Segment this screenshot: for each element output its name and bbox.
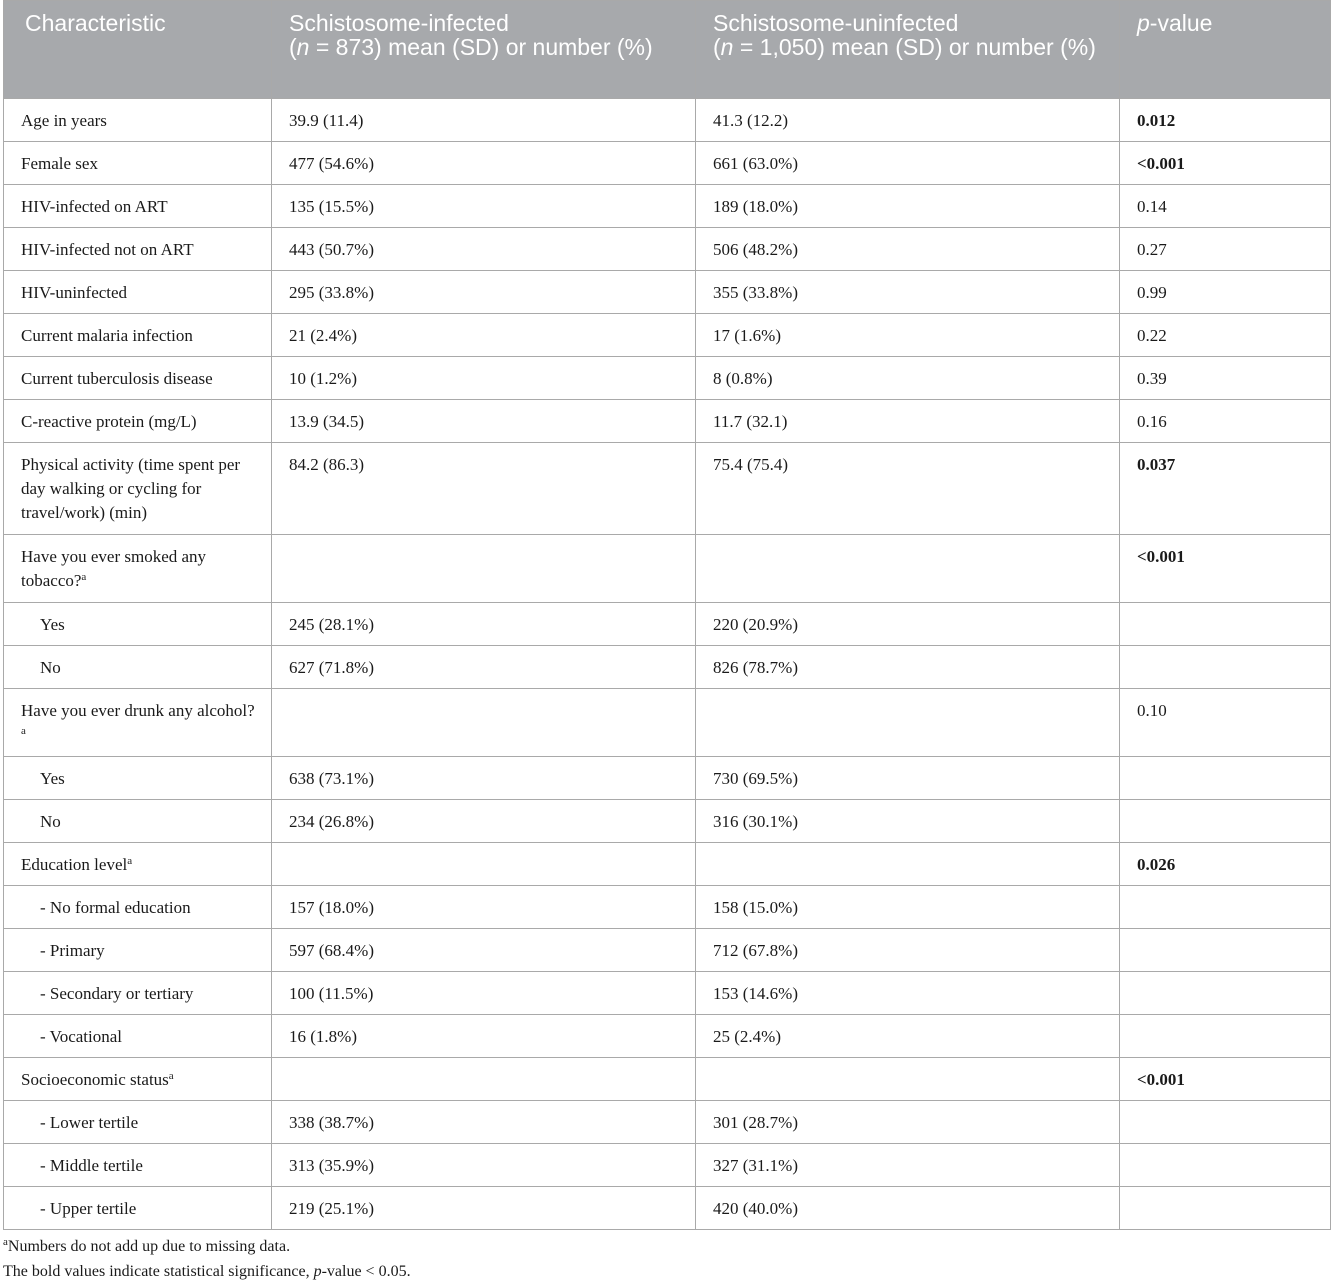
infected-value: 39.9 (11.4) [272,99,696,142]
table-row [4,271,1331,314]
table-row [4,1187,1331,1230]
uninfected-value: 826 (78.7%) [696,646,1120,689]
uninfected-value: 153 (14.6%) [696,972,1120,1015]
row-label: - Vocational [4,1015,272,1058]
uninfected-value: 41.3 (12.2) [696,99,1120,142]
table-row [4,535,1331,603]
p-value [1120,886,1331,929]
uninfected-value: 301 (28.7%) [696,1101,1120,1144]
p-value: 0.22 [1120,314,1331,357]
row-label: C-reactive protein (mg/L) [4,400,272,443]
row-label: HIV-infected on ART [4,185,272,228]
footnote-marker: a [21,725,26,737]
infected-value: 234 (26.8%) [272,800,696,843]
row-label: - Primary [4,929,272,972]
p-value: <0.001 [1120,1058,1331,1101]
table-footnotes [3,1234,411,1284]
table-row [4,886,1331,929]
p-value [1120,972,1331,1015]
p-value: 0.14 [1120,185,1331,228]
uninfected-value: 17 (1.6%) [696,314,1120,357]
table-row [4,800,1331,843]
table-row [4,757,1331,800]
p-value: 0.10 [1120,689,1331,757]
p-value [1120,1187,1331,1230]
table-header-row [4,1,1331,99]
uninfected-value: 661 (63.0%) [696,142,1120,185]
row-label: - Upper tertile [4,1187,272,1230]
p-value [1120,1144,1331,1187]
p-value [1120,603,1331,646]
row-label: No [4,646,272,689]
p-value: 0.026 [1120,843,1331,886]
uninfected-value [696,535,1120,603]
infected-value [272,843,696,886]
uninfected-value: 327 (31.1%) [696,1144,1120,1187]
infected-value [272,535,696,603]
header-p-value: p-value [1120,1,1331,99]
p-value: 0.16 [1120,400,1331,443]
row-label: Yes [4,757,272,800]
infected-value: 219 (25.1%) [272,1187,696,1230]
uninfected-value: 355 (33.8%) [696,271,1120,314]
uninfected-value: 712 (67.8%) [696,929,1120,972]
row-label: - Lower tertile [4,1101,272,1144]
p-value: <0.001 [1120,142,1331,185]
uninfected-value: 420 (40.0%) [696,1187,1120,1230]
footnote-marker: a [168,1070,174,1082]
table-row [4,603,1331,646]
header-uninfected: Schistosome-uninfected (n = 1,050) mean (SD) or number (%) [696,1,1120,99]
table-row [4,185,1331,228]
infected-value: 443 (50.7%) [272,228,696,271]
table-row [4,400,1331,443]
row-label: Education level$^a$ [4,843,272,886]
uninfected-value: 220 (20.9%) [696,603,1120,646]
p-value: 0.037 [1120,443,1331,535]
infected-value [272,1058,696,1101]
row-label: Socioeconomic status$^a$ [4,1058,272,1101]
uninfected-value: 189 (18.0%) [696,185,1120,228]
p-value [1120,1015,1331,1058]
row-label: Current malaria infection [4,314,272,357]
row-label: Yes [4,603,272,646]
infected-value: 313 (35.9%) [272,1144,696,1187]
p-value [1120,929,1331,972]
p-value: 0.27 [1120,228,1331,271]
row-label: Have you ever smoked any tobacco?$^a$ [4,535,272,603]
footnote-marker: a [127,855,133,867]
uninfected-value: 75.4 (75.4) [696,443,1120,535]
infected-value: 477 (54.6%) [272,142,696,185]
p-value: 0.012 [1120,99,1331,142]
row-label: HIV-infected not on ART [4,228,272,271]
uninfected-value: 730 (69.5%) [696,757,1120,800]
infected-value: 100 (11.5%) [272,972,696,1015]
header-characteristic: Characteristic [4,1,272,99]
infected-value [272,689,696,757]
table-row [4,1144,1331,1187]
row-label: Current tuberculosis disease [4,357,272,400]
row-label: Have you ever drunk any alcohol?$^a$ [4,689,272,757]
footnote-missing-data: $^a$Numbers do not add up due to missing data. [3,1236,291,1255]
row-label: HIV-uninfected [4,271,272,314]
row-label: No [4,800,272,843]
footnote-marker: a [81,571,87,583]
row-label: - Middle tertile [4,1144,272,1187]
header-infected: Schistosome-infected (n = 873) mean (SD) or number (%) [272,1,696,99]
p-value: 0.39 [1120,357,1331,400]
uninfected-value: 506 (48.2%) [696,228,1120,271]
table-row [4,314,1331,357]
infected-value: 84.2 (86.3) [272,443,696,535]
p-value: <0.001 [1120,535,1331,603]
infected-value: 13.9 (34.5) [272,400,696,443]
uninfected-value: 25 (2.4%) [696,1015,1120,1058]
table-row [4,1058,1331,1101]
footnote-bold-values: The bold values indicate statistical significance, p-value < 0.05. [3,1263,411,1280]
table-row [4,689,1331,757]
table-row [4,843,1331,886]
p-value [1120,1101,1331,1144]
infected-value: 16 (1.8%) [272,1015,696,1058]
table-row [4,142,1331,185]
infected-value: 338 (38.7%) [272,1101,696,1144]
row-label: Physical activity (time spent per day walking or cycling for travel/work) (min) [4,443,272,535]
table-row [4,1101,1331,1144]
table-row [4,646,1331,689]
p-value [1120,646,1331,689]
uninfected-value [696,843,1120,886]
infected-value: 638 (73.1%) [272,757,696,800]
infected-value: 157 (18.0%) [272,886,696,929]
uninfected-value: 11.7 (32.1) [696,400,1120,443]
p-value [1120,800,1331,843]
p-value [1120,757,1331,800]
table-row [4,228,1331,271]
uninfected-value: 158 (15.0%) [696,886,1120,929]
row-label: - No formal education [4,886,272,929]
table-row [4,972,1331,1015]
infected-value: 597 (68.4%) [272,929,696,972]
uninfected-value [696,1058,1120,1101]
table-row [4,929,1331,972]
table-row [4,357,1331,400]
table-row [4,99,1331,142]
infected-value: 295 (33.8%) [272,271,696,314]
infected-value: 135 (15.5%) [272,185,696,228]
row-label: - Secondary or tertiary [4,972,272,1015]
infected-value: 21 (2.4%) [272,314,696,357]
table-row [4,1015,1331,1058]
characteristics-table [3,0,1331,1230]
infected-value: 245 (28.1%) [272,603,696,646]
row-label: Age in years [4,99,272,142]
row-label: Female sex [4,142,272,185]
p-value: 0.99 [1120,271,1331,314]
uninfected-value: 316 (30.1%) [696,800,1120,843]
uninfected-value [696,689,1120,757]
uninfected-value: 8 (0.8%) [696,357,1120,400]
infected-value: 627 (71.8%) [272,646,696,689]
table-row [4,443,1331,535]
infected-value: 10 (1.2%) [272,357,696,400]
